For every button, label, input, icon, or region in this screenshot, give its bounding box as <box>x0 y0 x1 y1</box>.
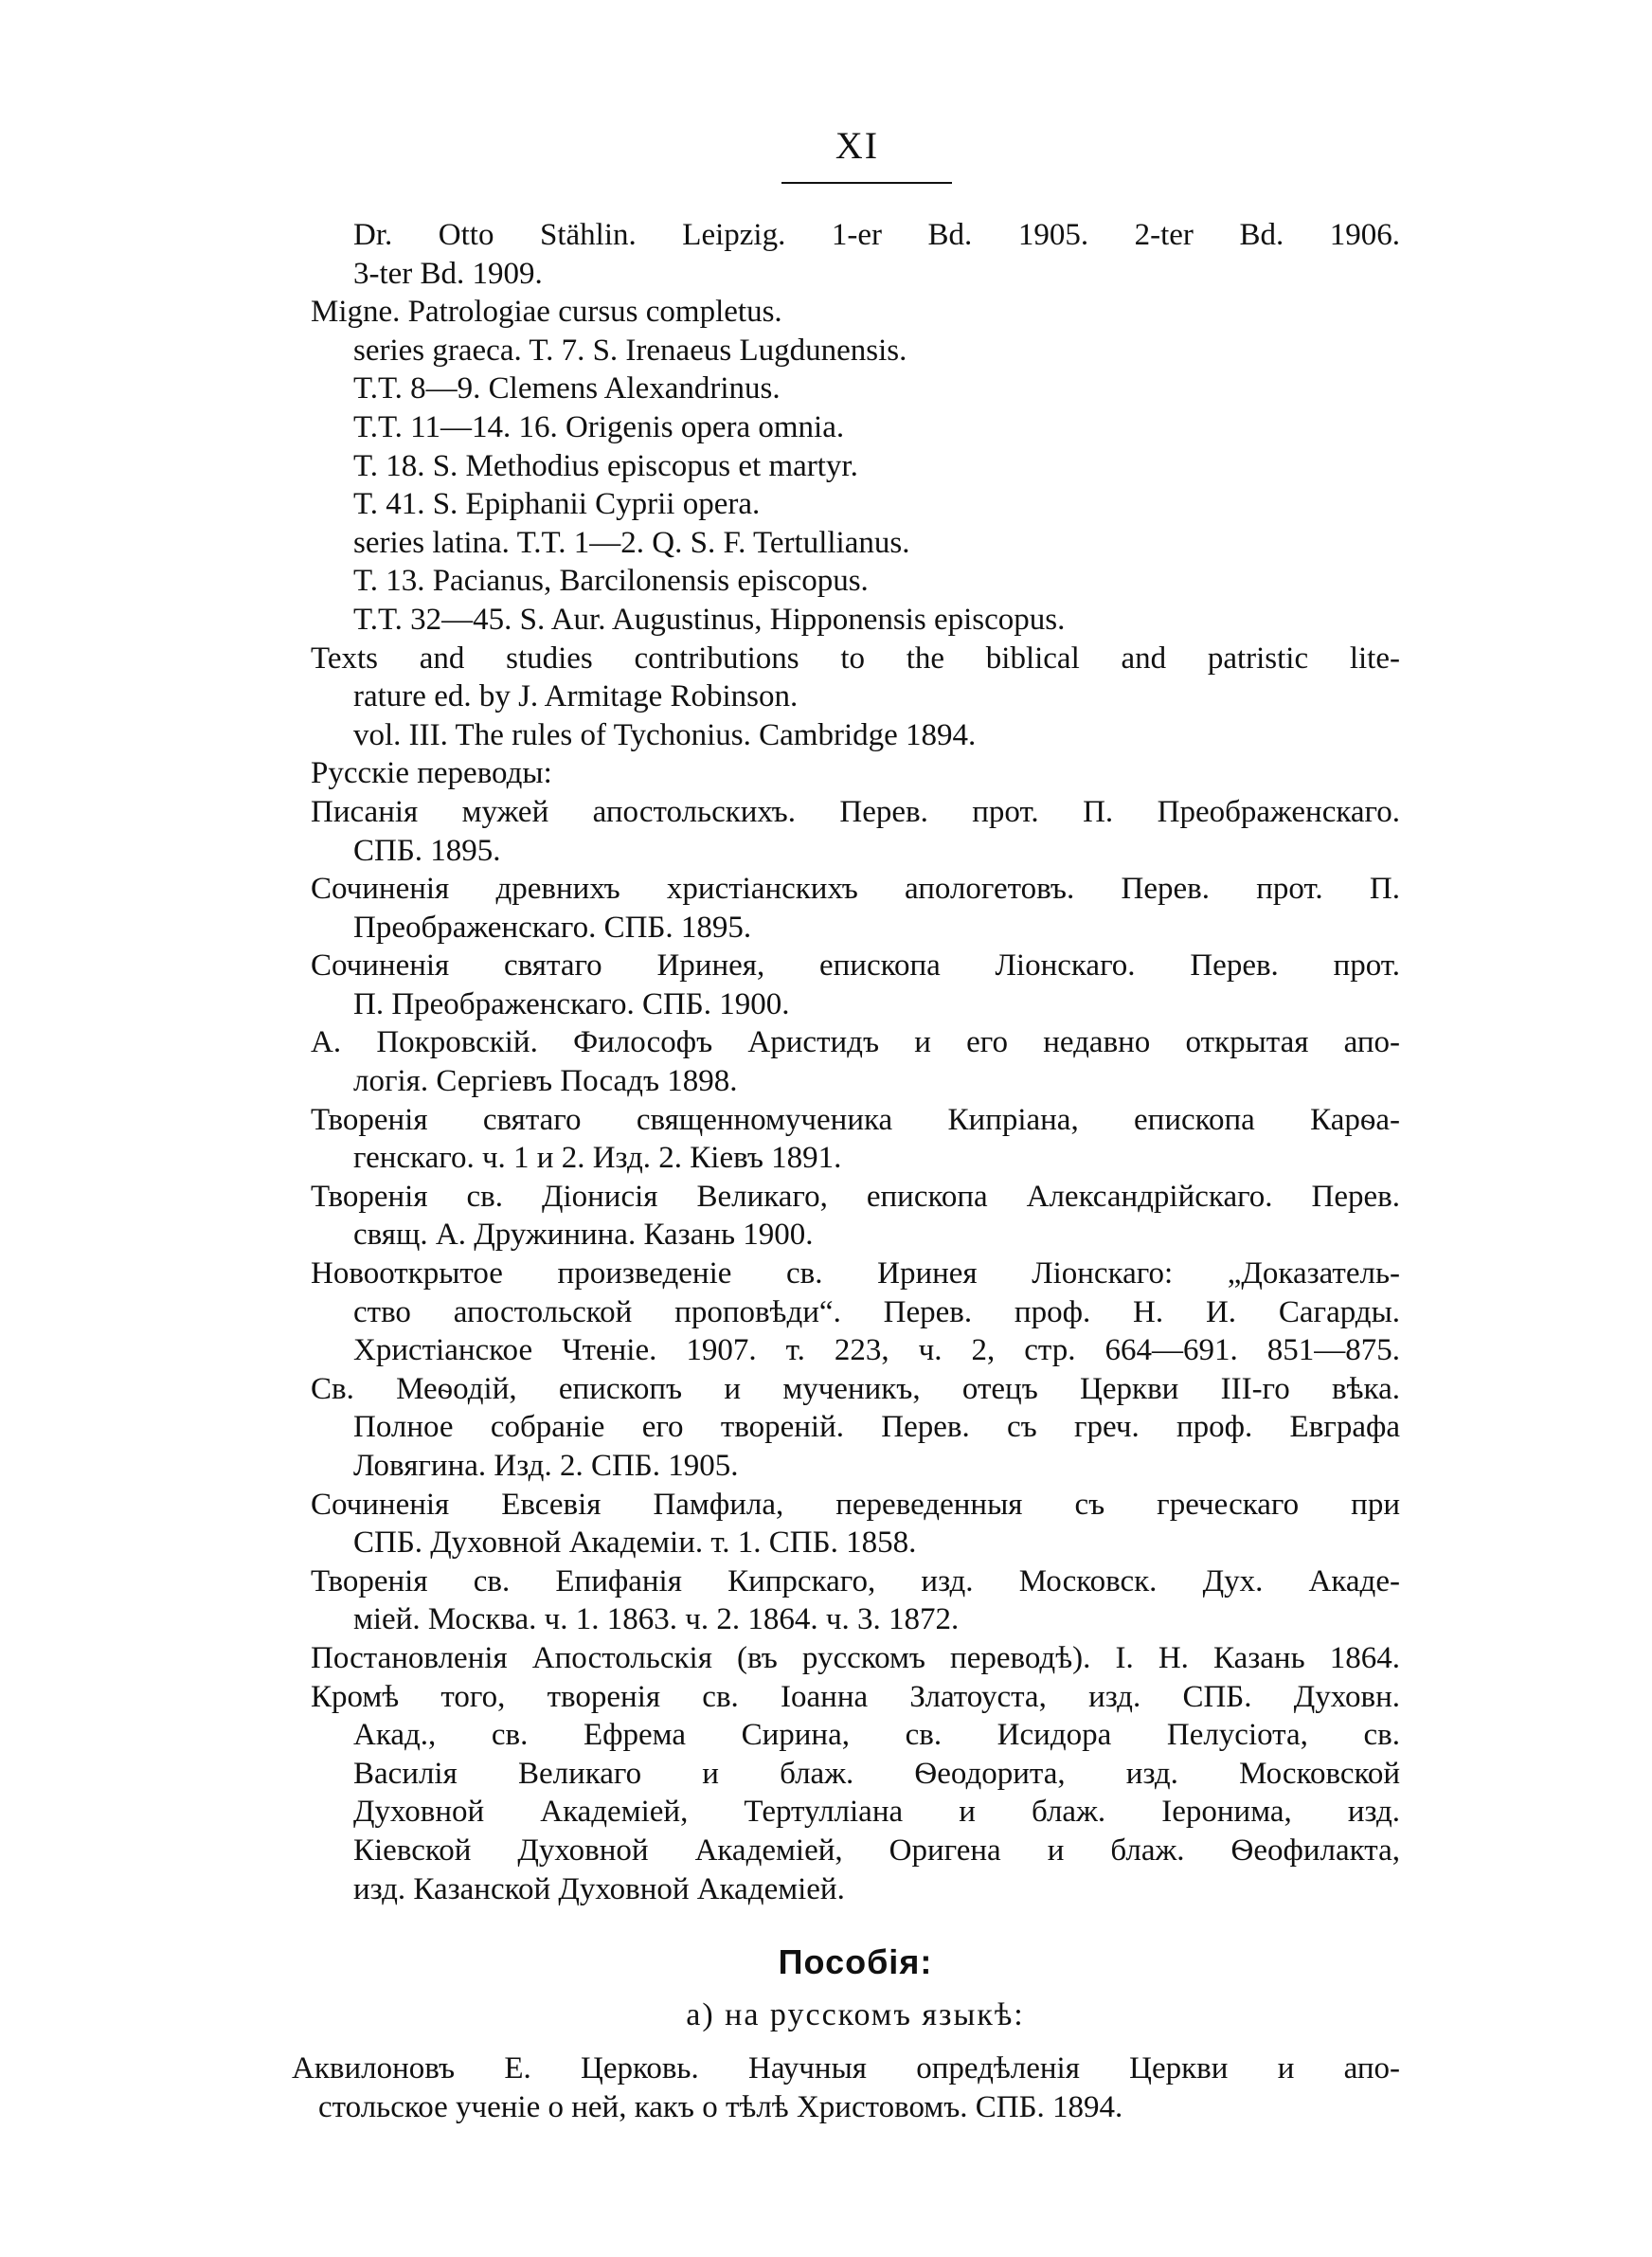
bibliography-line: Писанія мужей апостольскихъ. Перев. прот. П. Преображенскаго. <box>311 794 1400 829</box>
subsection-heading: а) на русскомъ языкѣ: <box>686 1997 1025 2032</box>
bibliography-line: А. Покровскій. Философъ Аристидъ и его недавно открытая апо- <box>311 1025 1400 1060</box>
bibliography-line: СПБ. 1895. <box>353 833 501 868</box>
bibliography-line: Творенія св. Діонисія Великаго, епископа Александрійскаго. Перев. <box>311 1179 1400 1214</box>
bibliography-line: Акад., св. Ефрема Сирина, св. Исидора Пелусіота, св. <box>353 1718 1400 1753</box>
bibliography-line: Texts and studies contributions to the biblical and patristic lite- <box>311 641 1400 676</box>
bibliography-line: логія. Сергіевъ Посадъ 1898. <box>353 1064 738 1099</box>
page-number-rule <box>781 182 952 184</box>
bibliography-line: свящ. А. Дружинина. Казань 1900. <box>353 1218 814 1253</box>
bibliography-line: генскаго. ч. 1 и 2. Изд. 2. Кіевъ 1891. <box>353 1141 842 1176</box>
bibliography-line: ство апостольской проповѣди“. Перев. проф. Н. И. Сагарды. <box>353 1294 1400 1329</box>
bibliography-line: Сочиненія древнихъ христіанскихъ апологетовъ. Перев. прот. П. <box>311 872 1400 907</box>
bibliography-line: Творенія святаго священномученика Кипріана, епископа Карѳа- <box>311 1102 1400 1137</box>
bibliography-line: Ловягина. Изд. 2. СПБ. 1905. <box>353 1449 739 1483</box>
bibliography-tail <box>292 2049 1400 2125</box>
bibliography-line: Христіанское Чтеніе. 1907. т. 223, ч. 2, стр. 664—691. 851—875. <box>353 1333 1400 1368</box>
bibliography-line: Аквилоновъ Е. Церковь. Научныя опредѣленія Церкви и апо- <box>292 2051 1400 2085</box>
bibliography-line: Сочиненія святаго Иринея, епископа Ліонскаго. Перев. прот. <box>311 948 1400 984</box>
page-number: XI <box>835 124 880 167</box>
bibliography-line: series latina. T.T. 1—2. Q. S. F. Tertullianus. <box>353 525 910 560</box>
bibliography-line: T. 18. S. Methodius episcopus et martyr. <box>353 448 858 483</box>
bibliography-line: series graeca. T. 7. S. Irenaeus Lugdunensis. <box>353 333 907 368</box>
bibliography-line: 3-ter Bd. 1909. <box>353 256 543 291</box>
section-heading: Пособія: <box>778 1942 933 1981</box>
bibliography-line: T.T. 32—45. S. Aur. Augustinus, Hipponensis episcopus. <box>353 602 1066 637</box>
bibliography-line: Творенія св. Епифанія Кипрскаго, изд. Московск. Дух. Акаде- <box>311 1563 1400 1598</box>
bibliography-line: Новооткрытое произведеніе св. Иринея Ліонскаго: „Доказатель- <box>311 1256 1400 1291</box>
bibliography-line: Русскіе переводы: <box>311 756 552 791</box>
bibliography-line: Migne. Patrologiae cursus completus. <box>311 295 782 330</box>
bibliography-line: стольское ученіе о ней, какъ о тѣлѣ Христовомъ. СПБ. 1894. <box>318 2089 1123 2124</box>
bibliography-line: Духовной Академіей, Тертулліана и блаж. Іеронима, изд. <box>353 1795 1400 1830</box>
bibliography-line: T. 13. Pacianus, Barcilonensis episcopus. <box>353 564 869 599</box>
bibliography-line: Сочиненія Евсевія Памфила, переведенныя съ греческаго при <box>311 1487 1400 1522</box>
bibliography-line: изд. Казанской Духовной Академіей. <box>353 1871 845 1906</box>
bibliography-line: Кромѣ того, творенія св. Іоанна Златоуста, изд. СПБ. Духовн. <box>311 1679 1400 1714</box>
bibliography-line: rature ed. by J. Armitage Robinson. <box>353 679 799 714</box>
bibliography-line: vol. III. The rules of Tychonius. Cambridge 1894. <box>353 717 977 752</box>
bibliography-entries <box>311 216 1400 1908</box>
bibliography-line: T.T. 8—9. Clemens Alexandrinus. <box>353 371 781 406</box>
bibliography-line: Dr. Otto Stählin. Leipzig. 1-er Bd. 1905. 2-ter Bd. 1906. <box>353 218 1400 252</box>
bibliography-line: T.T. 11—14. 16. Origenis opera omnia. <box>353 409 845 444</box>
bibliography-line: Василія Великаго и блаж. Ѳеодорита, изд. Московской <box>353 1756 1400 1791</box>
bibliography-line: Св. Меѳодій, епископъ и мученикъ, отецъ Церкви III-го вѣка. <box>311 1371 1400 1406</box>
bibliography-line: Постановленія Апостольскія (въ русскомъ переводѣ). I. Н. Казань 1864. <box>311 1640 1400 1675</box>
bibliography-line: Преображенскаго. СПБ. 1895. <box>353 910 752 945</box>
bibliography-line: Кіевской Духовной Академіей, Оригена и блаж. Ѳеофилакта, <box>353 1833 1400 1868</box>
bibliography-line: міей. Москва. ч. 1. 1863. ч. 2. 1864. ч. 3. 1872. <box>353 1602 960 1637</box>
bibliography-line: СПБ. Духовной Академіи. т. 1. СПБ. 1858. <box>353 1526 917 1561</box>
bibliography-line: П. Преображенскаго. СПБ. 1900. <box>353 986 790 1021</box>
bibliography-line: Полное собраніе его твореній. Перев. съ греч. проф. Евграфа <box>353 1410 1400 1445</box>
bibliography-line: T. 41. S. Epiphanii Cyprii opera. <box>353 487 761 522</box>
